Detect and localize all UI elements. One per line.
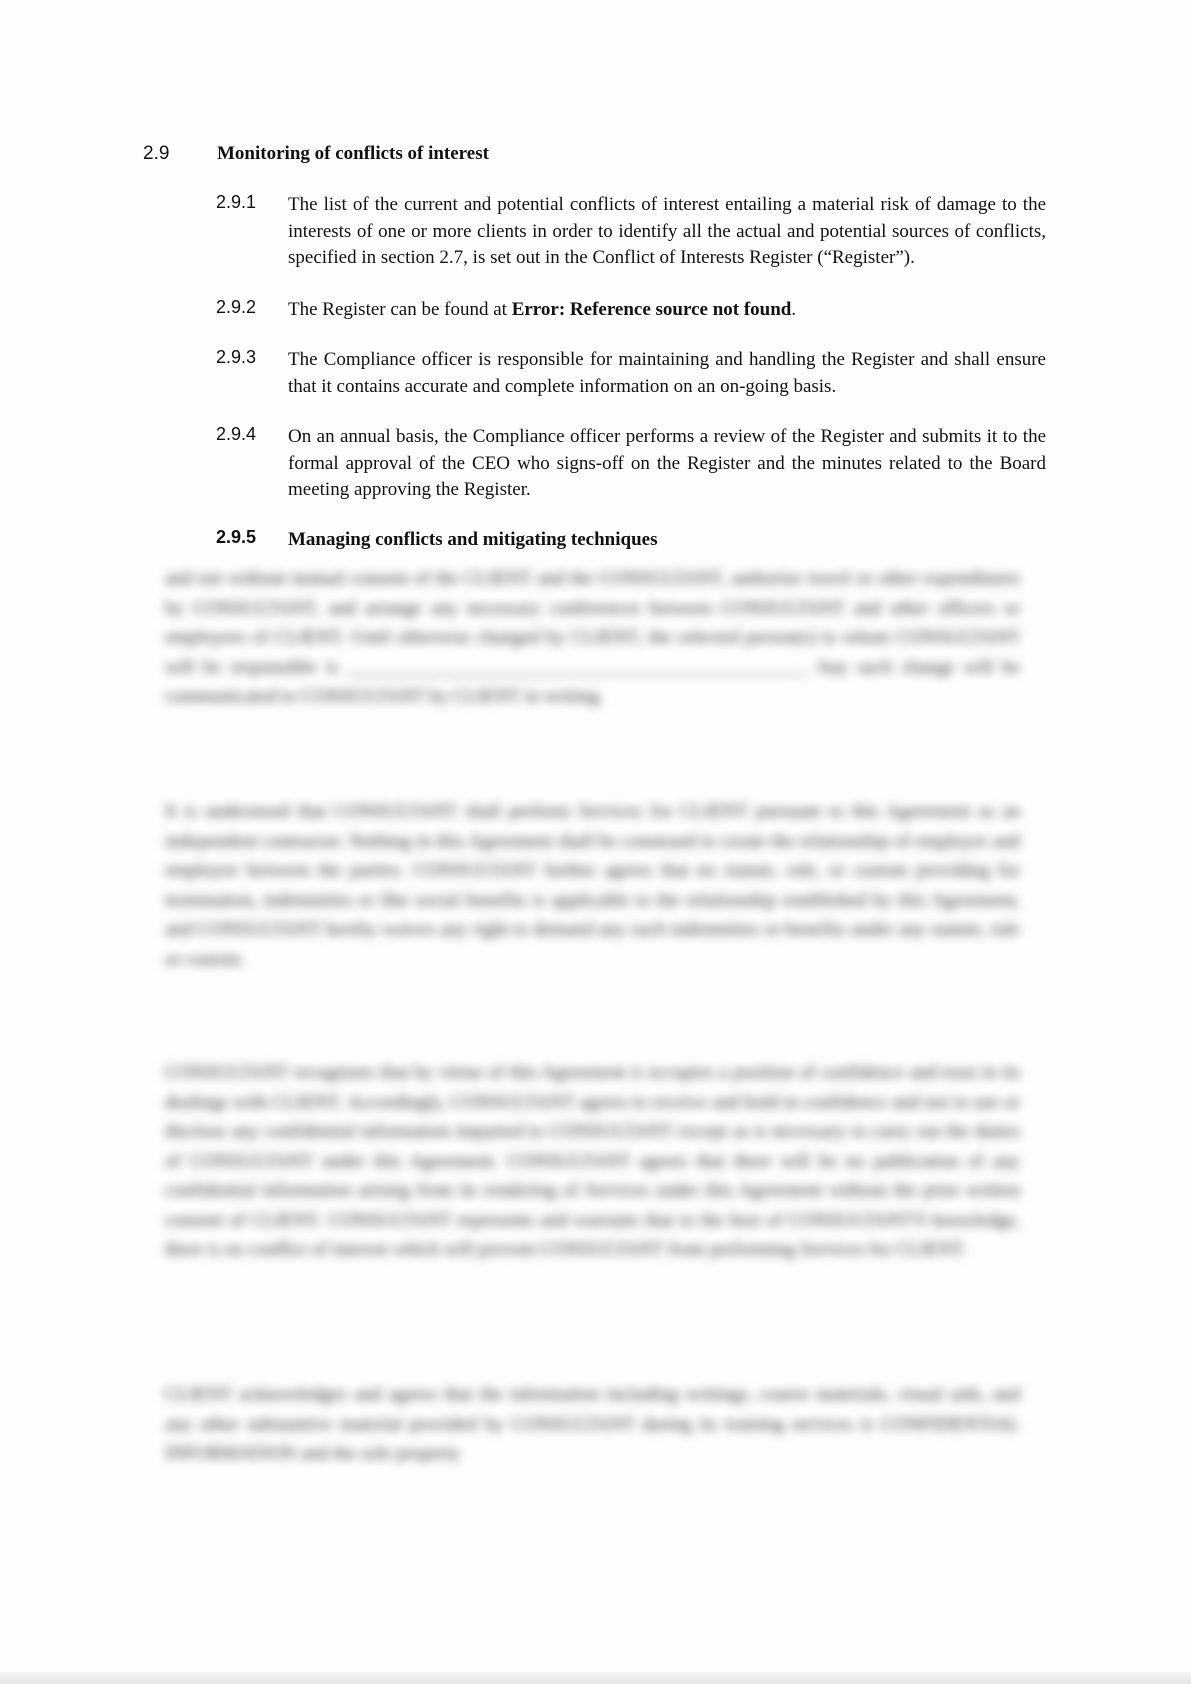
clause-number: 2.9.2 — [216, 297, 257, 317]
clause-text — [288, 297, 1046, 324]
section-number: 2.9 — [143, 143, 170, 164]
clause-text: The list of the current and potential conflicts of interest entailing a material risk of damage to the interests of one or more clients in order to identify all the actual and potential sources of conflicts, specified in section 2.7, is set out in the Conflict of Interests Register (“Register”). — [288, 194, 1046, 268]
clause-text-start: The Register can be found at — [288, 299, 512, 320]
clause-text: The Compliance officer is responsible for maintaining and handling the Register and shall ensure that it contains accurate and complete information on an on-going basis. — [288, 349, 1046, 397]
clause-text-end: . — [791, 299, 797, 320]
blurred-paragraph: CONSULTANT recognizes that by virtue of this Agreement it occupies a position of confidence and trust in its dealings with CLIENT. Accordingly, CONSULTANT agrees to receive and hold in confidence and not to use or disclose any confidential information imparted to CONSULTANT except as is necessary to carry out the duties of CONSULTANT under this Agreement. CONSULTANT agrees that there will be no publication of any confidential information arising from its rendering of Services under this Agreement without the prior written consent of CLIENT. CONSULTANT represents and warrants that to the best of CONSULTANT'S knowledge, there is no conflict of interest which will prevent CONSULTANT from performing Services for CLIENT. — [165, 1062, 1020, 1260]
page-bottom-edge — [0, 1672, 1191, 1684]
blurred-paragraph: and not without mutual consent of the CLIENT and the CONSULTANT, authorize travel or other expenditures by CONSULTANT, and arrange any necessary conferences between CONSULTANT and other officers or employees of CLIENT. Until otherwise changed by CLIENT, the selected person(s) to whom CONSULTANT will be responsible is ________________________________________________. Any such change will be communicated to CONSULTANT by CLIENT in writing. — [165, 568, 1020, 707]
blurred-paragraph: CLIENT acknowledges and agrees that the information including writings, course materials, visual aids, and any other substantive material provided by CONSULTANT during its training services is CONFIDENTIAL INFORMATION and the sole property — [165, 1384, 1020, 1464]
clause-heading-text: Managing conflicts and mitigating techniques — [288, 529, 658, 550]
clause-2-9-2 — [216, 297, 1046, 324]
blurred-paragraph: It is understood that CONSULTANT shall perform Services for CLIENT pursuant to this Agreement as an independent contractor. Nothing in this Agreement shall be construed to create the relationship of employer and employee between the parties. CONSULTANT further agrees that no statute, rule, or custom providing for termination, indemnities or like social benefits is applicable to the relationship established by this Agreement, and CONSULTANT hereby waives any right to demand any such indemnities or benefits under any statute, rule or custom. — [165, 801, 1020, 970]
reference-error-text: Error: Reference source not found — [511, 299, 792, 320]
section-title: Monitoring of conflicts of interest — [217, 143, 489, 164]
clause-2-9-5-heading — [216, 527, 1046, 554]
clause-number: 2.9.4 — [216, 424, 257, 444]
clause-2-9-4 — [216, 424, 1046, 504]
clause-2-9-3 — [216, 347, 1046, 400]
clause-number: 2.9.5 — [216, 527, 257, 547]
clause-2-9-1 — [216, 192, 1046, 272]
clause-number: 2.9.3 — [216, 347, 257, 367]
clause-text: On an annual basis, the Compliance officer performs a review of the Register and submits it to the formal approval of the CEO who signs-off on the Register and the minutes related to the Board meeting approving the Register. — [288, 426, 1046, 500]
clause-number: 2.9.1 — [216, 192, 257, 212]
